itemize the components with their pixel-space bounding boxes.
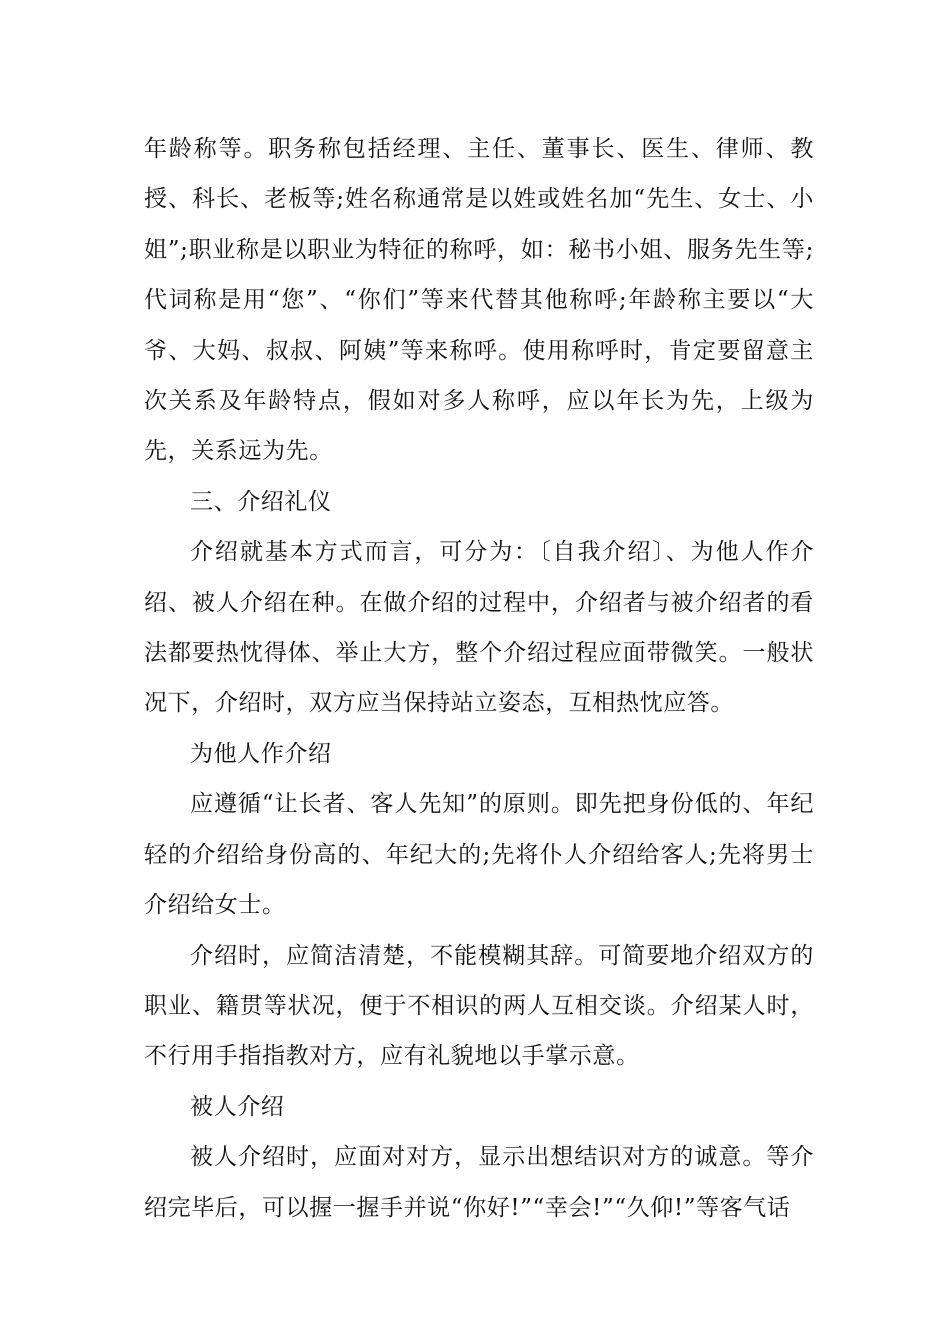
- document-body: [144, 124, 814, 1233]
- paragraph-titles: 年龄称等。职务称包括经理、主任、董事长、医生、律师、教授、科长、老板等;姓名称通常是以姓或姓名加“先生、女士、小姐”;职业称是以职业为特征的称呼，如：秘书小姐、服务先生等;代词称是用“您”、“你们”等来代替其他称呼;年龄称主要以“大爷、大妈、叔叔、阿姨”等来称呼。使用称呼时，肯定要留意主次关系及年龄特点，假如对多人称呼，应以年长为先，上级为先，关系远为先。: [144, 136, 814, 465]
- section-heading-introduction-etiquette: 三、介绍礼仪: [190, 488, 332, 515]
- paragraph-introduction-methods: 介绍就基本方式而言，可分为：〔自我介绍〕、为他人作介绍、被人介绍在种。在做介绍的过程中，介绍者与被介绍者的看法都要热忱得体、举止大方，整个介绍过程应面带微笑。一般状况下，介绍时，双方应当保持站立姿态，互相热忱应答。: [144, 539, 814, 717]
- paragraph-being-introduced: 被人介绍时，应面对对方，显示出想结识对方的诚意。等介绍完毕后，可以握一握手并说“你好!”“幸会!”“久仰!”等客气话: [144, 1144, 814, 1221]
- paragraph-introduction-order: 应遵循“让长者、客人先知”的原则。即先把身份低的、年纪轻的介绍给身份高的、年纪大的;先将仆人介绍给客人;先将男士介绍给女士。: [144, 791, 814, 919]
- subheading-being-introduced: 被人介绍: [190, 1093, 285, 1120]
- paragraph-introduction-manner: 介绍时，应简洁清楚，不能模糊其辞。可简要地介绍双方的职业、籍贯等状况，便于不相识的两人互相交谈。介绍某人时，不行用手指指教对方，应有礼貌地以手掌示意。: [144, 942, 814, 1070]
- subheading-introduce-others: 为他人作介绍: [190, 740, 332, 767]
